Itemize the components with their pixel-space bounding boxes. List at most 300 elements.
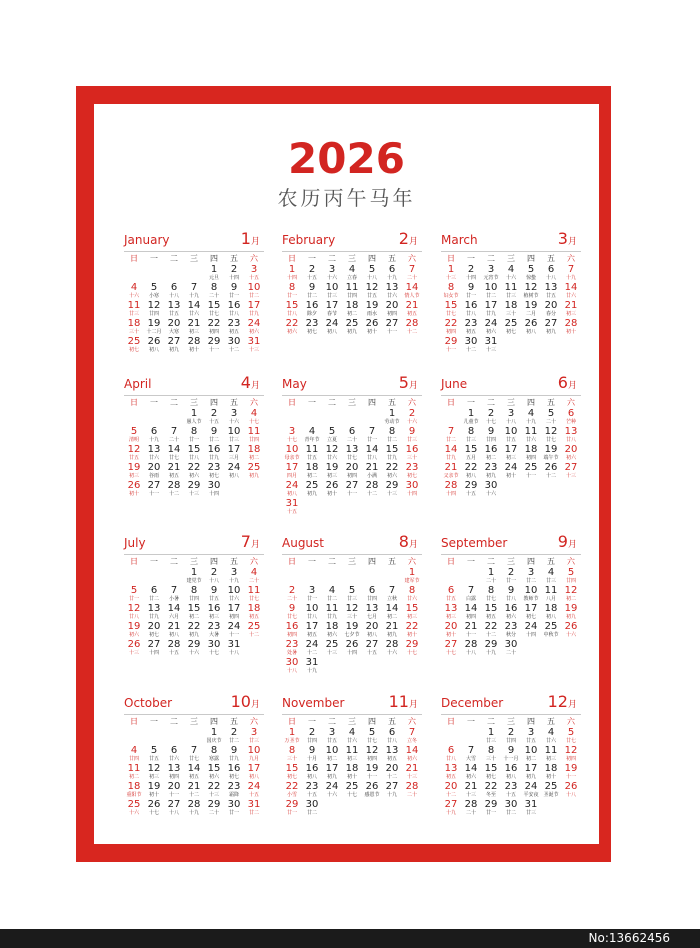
day-number: 3	[230, 408, 238, 419]
day-cell	[382, 621, 402, 639]
day-cell	[184, 444, 204, 462]
day-cell	[501, 567, 521, 585]
day-cell	[382, 300, 402, 318]
weekday-label: 一	[467, 254, 475, 263]
day-grid	[282, 408, 422, 516]
month-header	[124, 532, 264, 551]
day-cell	[244, 567, 264, 585]
day-cell	[224, 300, 244, 318]
day-cell	[481, 727, 501, 745]
lunar-label: 初八	[148, 347, 159, 353]
day-number: 29	[464, 480, 478, 491]
day-number: 2	[308, 727, 316, 738]
lunar-label: 十七	[248, 419, 259, 425]
day-number: 8	[408, 585, 416, 596]
day-number: 16	[305, 763, 319, 774]
day-number: 18	[305, 462, 319, 473]
empty-cell	[362, 567, 382, 585]
lunar-label: 廿六	[525, 437, 536, 443]
lunar-label: 廿六	[406, 596, 417, 602]
lunar-label: 十九	[485, 650, 496, 656]
month-number	[241, 532, 260, 551]
day-cell	[164, 462, 184, 480]
day-number: 17	[325, 763, 339, 774]
lunar-label: 廿二	[208, 437, 219, 443]
lunar-label: 初十	[565, 329, 576, 335]
day-cell	[282, 799, 302, 817]
day-cell	[224, 567, 244, 585]
lunar-label: 十二	[366, 491, 377, 497]
lunar-label: 十二	[306, 650, 317, 656]
day-number: 26	[147, 799, 161, 810]
day-number: 26	[564, 621, 578, 632]
day-cell	[184, 462, 204, 480]
lunar-label: 三十	[406, 455, 417, 461]
lunar-label: 廿五	[148, 756, 159, 762]
day-cell	[224, 781, 244, 799]
lunar-label: 初九	[485, 473, 496, 479]
lunar-label: 十六	[228, 419, 239, 425]
day-cell	[461, 799, 481, 817]
day-number: 28	[464, 799, 478, 810]
day-cell	[362, 318, 382, 336]
day-cell	[461, 426, 481, 444]
lunar-label: 国庆节	[206, 738, 222, 744]
empty-cell	[362, 408, 382, 426]
month-header	[282, 692, 422, 711]
day-cell	[481, 318, 501, 336]
day-number: 11	[127, 763, 141, 774]
day-cell	[322, 585, 342, 603]
day-number: 14	[187, 763, 201, 774]
lunar-label: 廿五	[525, 738, 536, 744]
lunar-label: 廿五	[445, 596, 456, 602]
month-unit: 月	[250, 540, 260, 550]
day-number: 27	[385, 781, 399, 792]
day-number: 9	[230, 745, 238, 756]
day-number: 4	[308, 426, 316, 437]
month-name: September	[441, 536, 508, 550]
day-cell	[402, 282, 422, 300]
lunar-label: 初十	[406, 632, 417, 638]
lunar-label: 初九	[326, 774, 337, 780]
day-number: 28	[405, 781, 419, 792]
day-number: 9	[308, 745, 316, 756]
day-number: 7	[368, 426, 376, 437]
day-number: 12	[564, 585, 578, 596]
day-number: 10	[504, 426, 518, 437]
day-cell	[541, 264, 561, 282]
day-number: 9	[210, 426, 218, 437]
lunar-label: 廿一	[485, 810, 496, 816]
lunar-label: 初八	[366, 632, 377, 638]
day-cell	[441, 444, 461, 462]
lunar-label: 初四	[525, 455, 536, 461]
day-number: 7	[447, 426, 455, 437]
day-cell	[282, 282, 302, 300]
weekday-header	[282, 395, 422, 408]
day-number: 19	[147, 318, 161, 329]
lunar-label: 廿一	[505, 578, 516, 584]
weekday-label: 六	[567, 398, 575, 407]
month-name: July	[124, 536, 146, 550]
day-number: 15	[405, 603, 419, 614]
lunar-label: 端午节	[543, 455, 559, 461]
lunar-label: 中秋节	[543, 632, 559, 638]
month-unit: 月	[408, 700, 418, 710]
day-number: 16	[207, 603, 221, 614]
lunar-label: 廿五	[128, 455, 139, 461]
day-cell	[282, 426, 302, 444]
weekday-label: 五	[547, 557, 555, 566]
day-number: 13	[444, 763, 458, 774]
day-cell	[561, 300, 581, 318]
day-number: 29	[484, 799, 498, 810]
lunar-label: 廿九	[326, 614, 337, 620]
day-cell	[244, 603, 264, 621]
lunar-label: 廿六	[168, 756, 179, 762]
day-number: 20	[167, 781, 181, 792]
lunar-label: 十六	[128, 810, 139, 816]
day-cell	[184, 763, 204, 781]
weekday-label: 六	[250, 717, 258, 726]
day-cell	[402, 426, 422, 444]
day-number: 13	[544, 282, 558, 293]
lunar-label: 初九	[525, 774, 536, 780]
day-number: 4	[328, 585, 336, 596]
empty-cell	[144, 264, 164, 282]
day-cell	[441, 799, 461, 817]
weekday-label: 日	[130, 557, 138, 566]
day-number: 11	[247, 585, 261, 596]
lunar-label: 初九	[306, 491, 317, 497]
day-number: 22	[285, 781, 299, 792]
lunar-label: 初五	[485, 614, 496, 620]
month-unit: 月	[408, 237, 418, 247]
lunar-label: 廿五	[168, 311, 179, 317]
day-cell	[461, 300, 481, 318]
day-cell	[184, 799, 204, 817]
lunar-label: 元旦	[208, 275, 219, 281]
weekday-label: 三	[348, 557, 356, 566]
lunar-label: 廿八	[128, 614, 139, 620]
day-cell	[481, 603, 501, 621]
month-number	[241, 229, 260, 248]
lunar-label: 六月	[168, 614, 179, 620]
day-number: 10	[305, 603, 319, 614]
day-cell	[541, 781, 561, 799]
day-number: 1	[487, 567, 495, 578]
lunar-label: 廿二	[326, 596, 337, 602]
lunar-label: 初四	[445, 329, 456, 335]
lunar-label: 初六	[485, 329, 496, 335]
day-cell	[282, 300, 302, 318]
day-number: 3	[527, 727, 535, 738]
lunar-label: 十一	[465, 632, 476, 638]
day-number: 13	[365, 603, 379, 614]
month-number	[558, 532, 577, 551]
day-number: 31	[247, 336, 261, 347]
day-cell	[501, 444, 521, 462]
day-number: 21	[444, 462, 458, 473]
lunar-label: 初八	[525, 329, 536, 335]
lunar-label: 十一	[208, 347, 219, 353]
day-cell	[144, 462, 164, 480]
lunar-label: 初二	[248, 455, 259, 461]
lunar-label: 初三	[406, 614, 417, 620]
lunar-year-subtitle: 农历丙午马年	[277, 186, 416, 210]
lunar-label: 初五	[248, 614, 259, 620]
lunar-label: 八月	[545, 596, 556, 602]
lunar-label: 十八	[286, 668, 297, 674]
day-number: 8	[210, 745, 218, 756]
month-number-value: 2	[398, 229, 409, 248]
day-cell	[402, 639, 422, 657]
day-cell	[541, 567, 561, 585]
day-cell	[244, 336, 264, 354]
day-number: 21	[405, 763, 419, 774]
day-number: 9	[308, 282, 316, 293]
day-number: 18	[127, 781, 141, 792]
lunar-label: 九月	[248, 756, 259, 762]
day-number: 29	[187, 480, 201, 491]
lunar-label: 初二	[326, 756, 337, 762]
day-number: 10	[227, 426, 241, 437]
lunar-label: 十九	[445, 810, 456, 816]
day-cell	[441, 426, 461, 444]
day-number: 28	[167, 639, 181, 650]
day-cell	[402, 408, 422, 426]
day-number: 18	[247, 444, 261, 455]
month-block	[124, 532, 264, 657]
lunar-label: 初七	[306, 329, 317, 335]
day-cell	[224, 336, 244, 354]
day-number: 25	[305, 480, 319, 491]
lunar-label: 廿四	[128, 756, 139, 762]
day-cell	[342, 264, 362, 282]
day-cell	[382, 763, 402, 781]
lunar-label: 十一	[445, 347, 456, 353]
lunar-label: 十五	[168, 650, 179, 656]
day-number: 5	[547, 408, 555, 419]
day-number: 8	[388, 426, 396, 437]
day-number: 14	[405, 745, 419, 756]
lunar-label: 初八	[465, 473, 476, 479]
lunar-label: 廿三	[346, 596, 357, 602]
weekday-label: 五	[388, 254, 396, 263]
lunar-label: 初三	[346, 756, 357, 762]
weekday-label: 六	[250, 557, 258, 566]
empty-cell	[124, 567, 144, 585]
day-number: 25	[247, 621, 261, 632]
day-cell	[481, 585, 501, 603]
day-number: 29	[207, 799, 221, 810]
day-cell	[244, 745, 264, 763]
day-cell	[144, 799, 164, 817]
weekday-label: 一	[150, 254, 158, 263]
day-cell	[402, 781, 422, 799]
weekday-label: 一	[308, 557, 316, 566]
day-number: 19	[127, 621, 141, 632]
day-number: 6	[447, 585, 455, 596]
day-cell	[184, 567, 204, 585]
weekday-header	[124, 554, 264, 567]
day-cell	[224, 408, 244, 426]
day-cell	[501, 603, 521, 621]
day-number: 9	[288, 603, 296, 614]
day-cell	[561, 264, 581, 282]
day-number: 21	[187, 318, 201, 329]
day-cell	[164, 282, 184, 300]
lunar-label: 十五	[248, 792, 259, 798]
lunar-label: 初六	[406, 756, 417, 762]
month-block	[282, 532, 422, 675]
day-cell	[402, 567, 422, 585]
day-cell	[521, 444, 541, 462]
day-cell	[224, 621, 244, 639]
empty-cell	[441, 408, 461, 426]
day-number: 5	[150, 282, 158, 293]
day-cell	[441, 264, 461, 282]
weekday-label: 五	[230, 557, 238, 566]
lunar-label: 廿五	[505, 437, 516, 443]
day-number: 19	[325, 462, 339, 473]
weekday-label: 四	[368, 717, 376, 726]
day-cell	[501, 318, 521, 336]
day-cell	[184, 480, 204, 498]
day-cell	[124, 462, 144, 480]
watermark-text: No:13662456	[588, 931, 670, 945]
day-cell	[402, 763, 422, 781]
day-cell	[224, 462, 244, 480]
day-cell	[521, 799, 541, 817]
month-name: January	[124, 233, 170, 247]
day-cell	[282, 621, 302, 639]
day-cell	[224, 318, 244, 336]
lunar-label: 廿六	[565, 293, 576, 299]
lunar-label: 小雪	[286, 792, 297, 798]
day-number: 2	[210, 408, 218, 419]
day-number: 12	[127, 603, 141, 614]
day-grid	[282, 264, 422, 336]
day-number: 9	[487, 426, 495, 437]
day-number: 10	[285, 444, 299, 455]
day-number: 9	[230, 282, 238, 293]
day-number: 22	[484, 621, 498, 632]
day-cell	[541, 300, 561, 318]
day-number: 17	[504, 444, 518, 455]
lunar-label: 初八	[168, 632, 179, 638]
lunar-label: 雨水	[366, 311, 377, 317]
lunar-label: 初七	[406, 473, 417, 479]
day-number: 19	[365, 763, 379, 774]
day-cell	[402, 318, 422, 336]
day-number: 3	[230, 567, 238, 578]
day-cell	[402, 462, 422, 480]
day-cell	[382, 444, 402, 462]
day-number: 30	[227, 336, 241, 347]
day-cell	[302, 585, 322, 603]
lunar-label: 初二	[128, 774, 139, 780]
day-cell	[441, 745, 461, 763]
day-number: 22	[484, 781, 498, 792]
lunar-label: 十三	[188, 491, 199, 497]
day-number: 17	[524, 603, 538, 614]
day-number: 31	[227, 639, 241, 650]
lunar-label: 初九	[248, 473, 259, 479]
lunar-label: 七月	[366, 614, 377, 620]
lunar-label: 植树节	[523, 293, 539, 299]
day-number: 11	[524, 426, 538, 437]
lunar-label: 廿二	[248, 810, 259, 816]
day-cell	[282, 603, 302, 621]
day-number: 6	[150, 426, 158, 437]
lunar-label: 廿四	[505, 738, 516, 744]
month-name: February	[282, 233, 336, 247]
lunar-label: 十八	[366, 275, 377, 281]
day-cell	[362, 639, 382, 657]
day-cell	[461, 282, 481, 300]
day-cell	[204, 639, 224, 657]
weekday-label: 日	[130, 254, 138, 263]
lunar-label: 廿二	[525, 578, 536, 584]
day-cell	[342, 781, 362, 799]
day-cell	[244, 444, 264, 462]
day-number: 15	[484, 763, 498, 774]
lunar-label: 十五	[465, 491, 476, 497]
empty-cell	[282, 567, 302, 585]
day-number: 5	[150, 745, 158, 756]
lunar-label: 十九	[188, 810, 199, 816]
day-number: 26	[544, 462, 558, 473]
day-cell	[461, 318, 481, 336]
day-cell	[461, 763, 481, 781]
lunar-label: 廿九	[228, 756, 239, 762]
day-cell	[302, 318, 322, 336]
day-number: 17	[305, 621, 319, 632]
day-cell	[441, 621, 461, 639]
month-block	[124, 373, 264, 498]
day-cell	[521, 300, 541, 318]
day-number: 12	[147, 300, 161, 311]
day-cell	[322, 264, 342, 282]
lunar-label: 初六	[188, 473, 199, 479]
weekday-label: 日	[447, 398, 455, 407]
lunar-label: 初七	[505, 329, 516, 335]
month-number	[558, 229, 577, 248]
lunar-label: 廿八	[366, 455, 377, 461]
day-number: 6	[348, 426, 356, 437]
day-number: 1	[467, 408, 475, 419]
day-cell	[342, 585, 362, 603]
day-number: 6	[388, 727, 396, 738]
weekday-label: 三	[507, 254, 515, 263]
lunar-label: 三十	[128, 329, 139, 335]
day-cell	[521, 462, 541, 480]
day-cell	[441, 462, 461, 480]
day-number: 24	[285, 480, 299, 491]
lunar-label: 初八	[286, 491, 297, 497]
lunar-label: 廿二	[306, 293, 317, 299]
day-number: 25	[345, 781, 359, 792]
day-number: 17	[524, 763, 538, 774]
day-cell	[322, 621, 342, 639]
day-cell	[144, 585, 164, 603]
empty-cell	[342, 567, 362, 585]
day-number: 10	[484, 282, 498, 293]
weekday-header	[282, 251, 422, 264]
day-number: 14	[564, 282, 578, 293]
